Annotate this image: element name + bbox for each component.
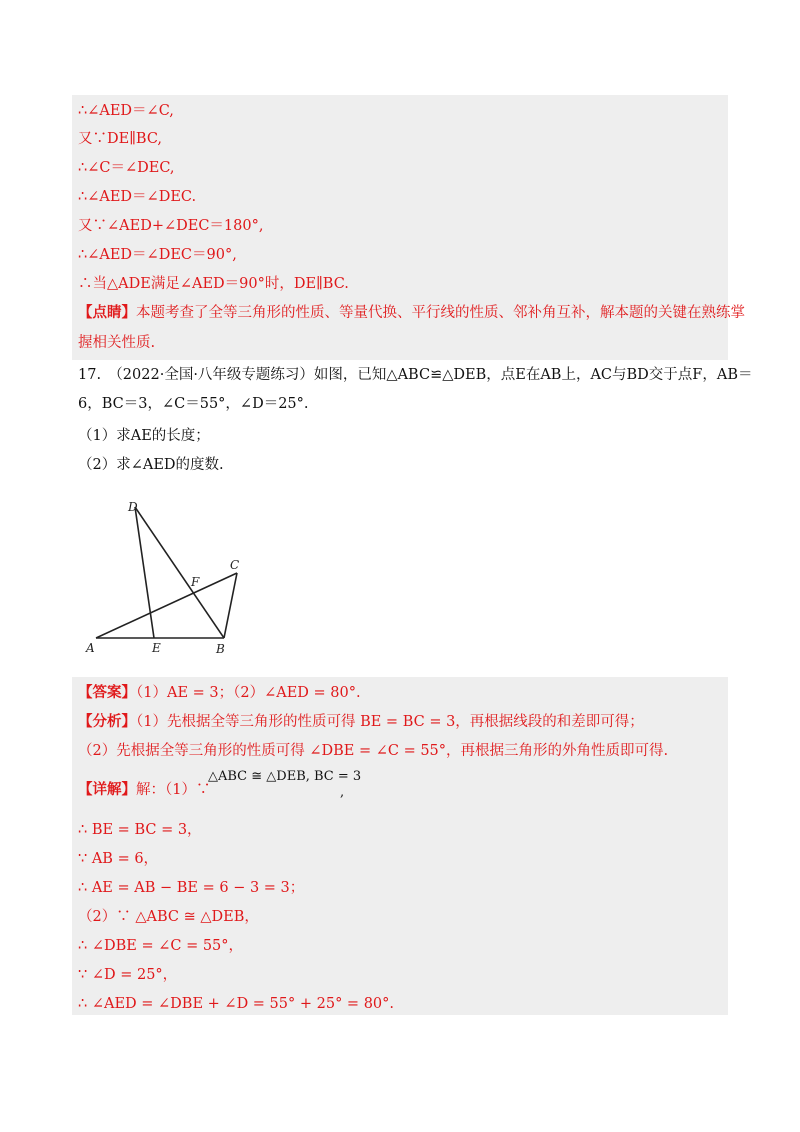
detail-line — [78, 780, 210, 800]
segment-bc — [224, 573, 237, 638]
comment-line-1 — [78, 303, 745, 323]
detail-step-6: ∵ ∠D = 25°， — [78, 967, 178, 983]
solution-line-4: ∴∠AED＝∠DEC. — [78, 189, 197, 205]
solution-line-6: ∴∠AED＝∠DEC＝90°, — [78, 247, 237, 263]
problem-line-1: 17. （2022·全国·八年级专题练习）如图，已知△ABC≌△DEB，点E在AB上，AC与BD交于点F，AB＝ — [78, 367, 753, 383]
comment-label: 【点睛】 — [78, 304, 136, 321]
detail-label: 【详解】 — [78, 781, 136, 798]
answer-label: 【答案】 — [78, 684, 136, 701]
detail-step-7: ∴ ∠AED = ∠DBE + ∠D = 55° + 25° = 80°. — [78, 996, 395, 1012]
detail-condition: △ABC ≅ △DEB, BC = 3 — [208, 769, 362, 784]
solution-line-7: ∴当△ADE满足∠AED＝90°时，DE∥BC. — [78, 276, 349, 292]
solution-line-5: 又∵∠AED+∠DEC＝180°, — [78, 218, 264, 234]
detail-comma: , — [340, 785, 345, 800]
label-f: F — [191, 575, 200, 589]
detail-step-4: （2）∵ △ABC ≅ △DEB， — [78, 909, 259, 925]
analysis-line-2: （2）先根据全等三角形的性质可得 ∠DBE = ∠C = 55°，再根据三角形的外角性质即可得. — [78, 743, 669, 759]
solution-line-3: ∴∠C＝∠DEC, — [78, 160, 175, 176]
segment-db — [135, 507, 224, 638]
comment-text-1: 本题考查了全等三角形的性质、等量代换、平行线的性质、邻补角互补，解本题的关键在熟练掌 — [136, 305, 745, 321]
detail-step-3: ∴ AE = AB − BE = 6 − 3 = 3； — [78, 880, 305, 896]
label-a: A — [86, 641, 95, 655]
question-1: （1）求AE的长度； — [78, 428, 210, 444]
question-2: （2）求∠AED的度数. — [78, 457, 224, 473]
detail-intro: 解：（1）∵ — [136, 782, 211, 798]
solution-line-1: ∴∠AED＝∠C, — [78, 103, 174, 119]
label-d: D — [128, 500, 138, 514]
detail-step-2: ∵ AB = 6， — [78, 851, 159, 867]
label-e: E — [152, 641, 161, 655]
detail-step-5: ∴ ∠DBE = ∠C = 55°， — [78, 938, 244, 954]
analysis-line-1 — [78, 712, 644, 732]
geometry-figure — [78, 492, 258, 662]
detail-step-1: ∴ BE = BC = 3， — [78, 822, 202, 838]
analysis-text-1: （1）先根据全等三角形的性质可得 BE = BC = 3，再根据线段的和差即可得； — [136, 714, 644, 730]
label-c: C — [230, 558, 240, 572]
label-b: B — [216, 642, 225, 656]
answer-text: （1）AE = 3；（2）∠AED = 80°. — [136, 685, 361, 701]
problem-line-2: 6，BC＝3，∠C＝55°，∠D＝25°. — [78, 396, 309, 412]
analysis-label: 【分析】 — [78, 713, 136, 730]
solution-line-2: 又∵DE∥BC, — [78, 131, 163, 147]
comment-line-2: 握相关性质. — [78, 335, 156, 351]
segment-ac — [96, 573, 237, 638]
answer-line — [78, 683, 361, 703]
